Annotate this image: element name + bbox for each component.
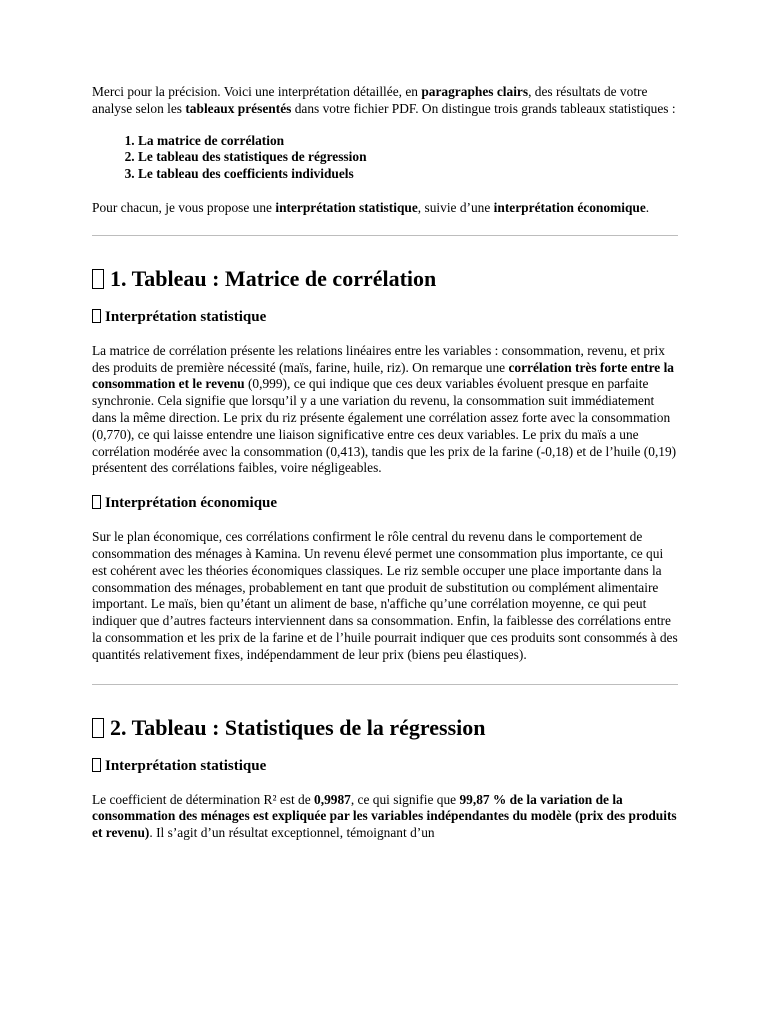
closing-bold: interprétation économique — [493, 199, 646, 215]
closing-bold: interprétation statistique — [275, 199, 418, 215]
section-1-title: 1. Tableau : Matrice de corrélation — [110, 265, 437, 291]
body-text: . Il s’agit d’un résultat exceptionnel, témoignant d’un — [149, 825, 435, 841]
table-list — [92, 133, 678, 183]
body-bold: 99,87 % de la variation de la consommation des ménages est expliquée par les variables indépendantes du modèle (prix des produits et revenu) — [92, 791, 677, 841]
closing-text: . — [645, 199, 650, 215]
missing-glyph-icon — [92, 758, 101, 772]
section-1-stat-paragraph — [92, 343, 678, 477]
list-item: 2. Le tableau des statistiques de régression — [138, 149, 678, 166]
intro-text: Merci pour la précision. Voici une interprétation détaillée, en — [92, 84, 422, 99]
body-text: La matrice de corrélation présente les relations linéaires entre les variables : consommation, revenu, et prix des produits de première nécessité (maïs, farine, huile, riz). On remarque une — [92, 342, 665, 375]
section-2-stat-paragraph — [92, 792, 678, 842]
list-item: 1. La matrice de corrélation — [138, 133, 678, 150]
list-item: 3. Le tableau des coefficients individuels — [138, 166, 678, 183]
missing-glyph-icon — [92, 495, 101, 509]
body-bold: 0,9987 — [314, 791, 351, 807]
divider — [92, 684, 678, 685]
intro-paragraph — [92, 84, 678, 118]
closing-text: Pour chacun, je vous propose une — [92, 199, 276, 215]
closing-paragraph — [92, 200, 678, 217]
section-2-stat-subheading — [92, 757, 678, 775]
closing-text: , suivie d’une — [417, 199, 494, 215]
document-page — [92, 84, 678, 842]
body-text: (0,999), ce qui indique que ces deux variables évoluent presque en parfaite synchronie. Cela signifie que lorsqu’il y a une variation du revenu, la consommation suit immédiatement dans la même direction. Le prix du riz présente également une corrélation assez forte avec la consommation (0,770), ce qui laisse entendre une liaison significative entre ces deux variables. Le prix du maïs a une corrélation modérée avec la consommation (0,413), tandis que les prix de la farine (-0,18) et de l’huile (0,19) présentent des corrélations faibles, voire négligeables. — [92, 376, 677, 476]
missing-glyph-icon — [92, 718, 104, 738]
section-2-title: 2. Tableau : Statistiques de la régression — [110, 714, 486, 740]
missing-glyph-icon — [92, 309, 101, 323]
subheading-label: Interprétation statistique — [105, 757, 267, 774]
body-bold: corrélation très forte entre la consommation et le revenu — [92, 359, 675, 392]
section-1-heading — [92, 266, 678, 292]
divider — [92, 235, 678, 236]
intro-bold: paragraphes clairs — [421, 84, 529, 99]
intro-bold: tableaux présentés — [185, 100, 292, 116]
section-1-stat-subheading — [92, 308, 678, 326]
subheading-label: Interprétation économique — [105, 495, 278, 512]
body-text: , ce qui signifie que — [350, 791, 460, 807]
section-2-heading — [92, 715, 678, 741]
body-text: Le coefficient de détermination R² est de — [92, 791, 315, 807]
intro-text: , des résultats de votre analyse selon les — [92, 84, 648, 116]
missing-glyph-icon — [92, 269, 104, 289]
section-1-eco-subheading — [92, 494, 678, 512]
intro-text: dans votre fichier PDF. On distingue trois grands tableaux statistiques : — [291, 100, 676, 116]
section-1-eco-paragraph: Sur le plan économique, ces corrélations confirment le rôle central du revenu dans le comportement de consommation des ménages à Kamina. Un revenu élevé permet une consommation plus importante, ce qui est cohérent avec les théories économiques classiques. Le riz semble occuper une place importante dans la consommation des ménages, probablement en tant que produit de substitution ou complément alimentaire important. Le maïs, bien qu’étant un aliment de base, n'affiche qu’une corrélation moyenne, ce qui peut indiquer que d’autres facteurs interviennent dans sa consommation. Enfin, la faiblesse des corrélations entre la consommation et les prix de la farine et de l’huile pourrait indiquer que ces produits sont consommés à des quantités relativement fixes, indépendamment de leur prix (biens peu élastiques). — [92, 529, 678, 662]
subheading-label: Interprétation statistique — [105, 308, 267, 325]
